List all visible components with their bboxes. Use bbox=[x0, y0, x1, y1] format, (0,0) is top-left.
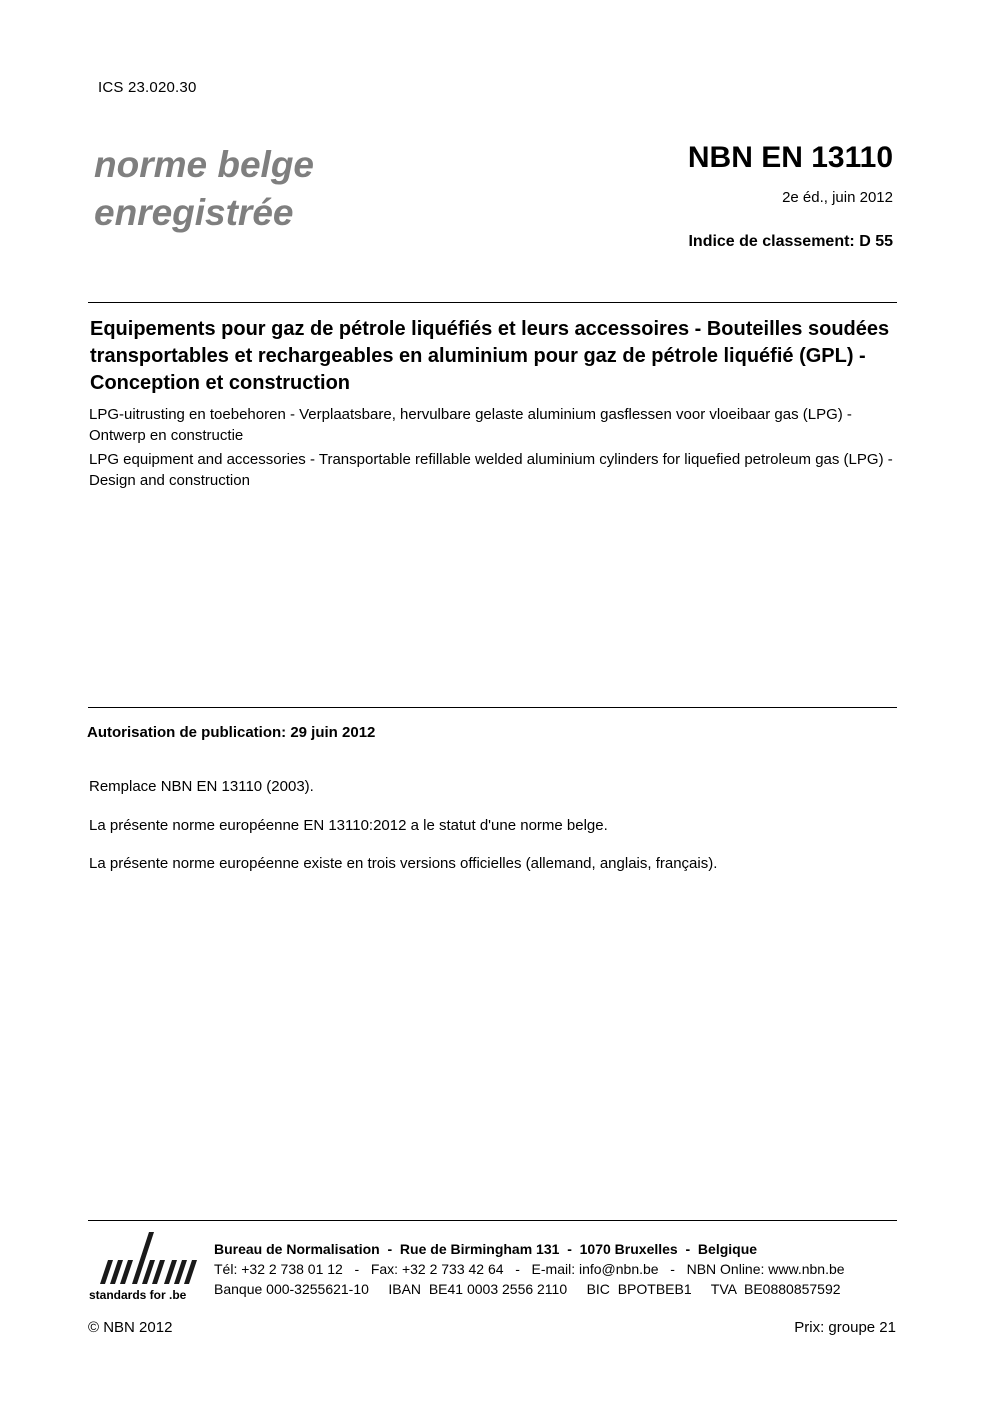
bank-info: Banque 000-3255621-10 IBAN BE41 0003 2556 2110 BIC BPOTBEB1 TVA BE0880857592 bbox=[214, 1281, 841, 1297]
title-dutch: LPG-uitrusting en toebehoren - Verplaatsbare, hervulbare gelaste aluminium gasflessen voor vloeibaar gas (LPG) - Ontwerp en constructie bbox=[89, 406, 852, 444]
norme-line-1: norme belge bbox=[94, 144, 314, 185]
divider-footer bbox=[88, 1220, 897, 1221]
copyright: © NBN 2012 bbox=[88, 1319, 173, 1336]
norme-belge-label bbox=[94, 141, 314, 237]
logo-tagline: standards for .be bbox=[89, 1288, 187, 1302]
title-english: LPG equipment and accessories - Transportable refillable welded aluminium cylinders for liquefied petroleum gas (LPG) - Design and construction bbox=[89, 451, 893, 489]
classification-index: Indice de classement: D 55 bbox=[688, 233, 893, 250]
norme-line-2: enregistrée bbox=[94, 192, 294, 233]
divider-middle bbox=[88, 707, 897, 708]
ics-code: ICS 23.020.30 bbox=[98, 79, 197, 96]
divider-top bbox=[88, 302, 897, 303]
versions-note: La présente norme européenne existe en trois versions officielles (allemand, anglais, français). bbox=[89, 855, 718, 872]
bureau-address: Bureau de Normalisation - Rue de Birmingham 131 - 1070 Bruxelles - Belgique bbox=[214, 1241, 758, 1257]
contact-info: Tél: +32 2 738 01 12 - Fax: +32 2 733 42 64 - E-mail: info@nbn.be - NBN Online: www.nbn.be bbox=[214, 1261, 845, 1277]
status-note: La présente norme européenne EN 13110:2012 a le statut d'une norme belge. bbox=[89, 817, 608, 834]
replaces-note: Remplace NBN EN 13110 (2003). bbox=[89, 778, 314, 795]
price-group: Prix: groupe 21 bbox=[794, 1319, 896, 1336]
standard-number: NBN EN 13110 bbox=[687, 141, 893, 174]
publication-authorisation: Autorisation de publication: 29 juin 2012 bbox=[87, 724, 376, 741]
edition-date: 2e éd., juin 2012 bbox=[782, 189, 893, 206]
title-french: Equipements pour gaz de pétrole liquéfiés et leurs accessoires - Bouteilles soudées transportables et rechargeables en aluminium pour gaz de pétrole liquéfié (GPL) - Conception et construction bbox=[90, 318, 890, 394]
